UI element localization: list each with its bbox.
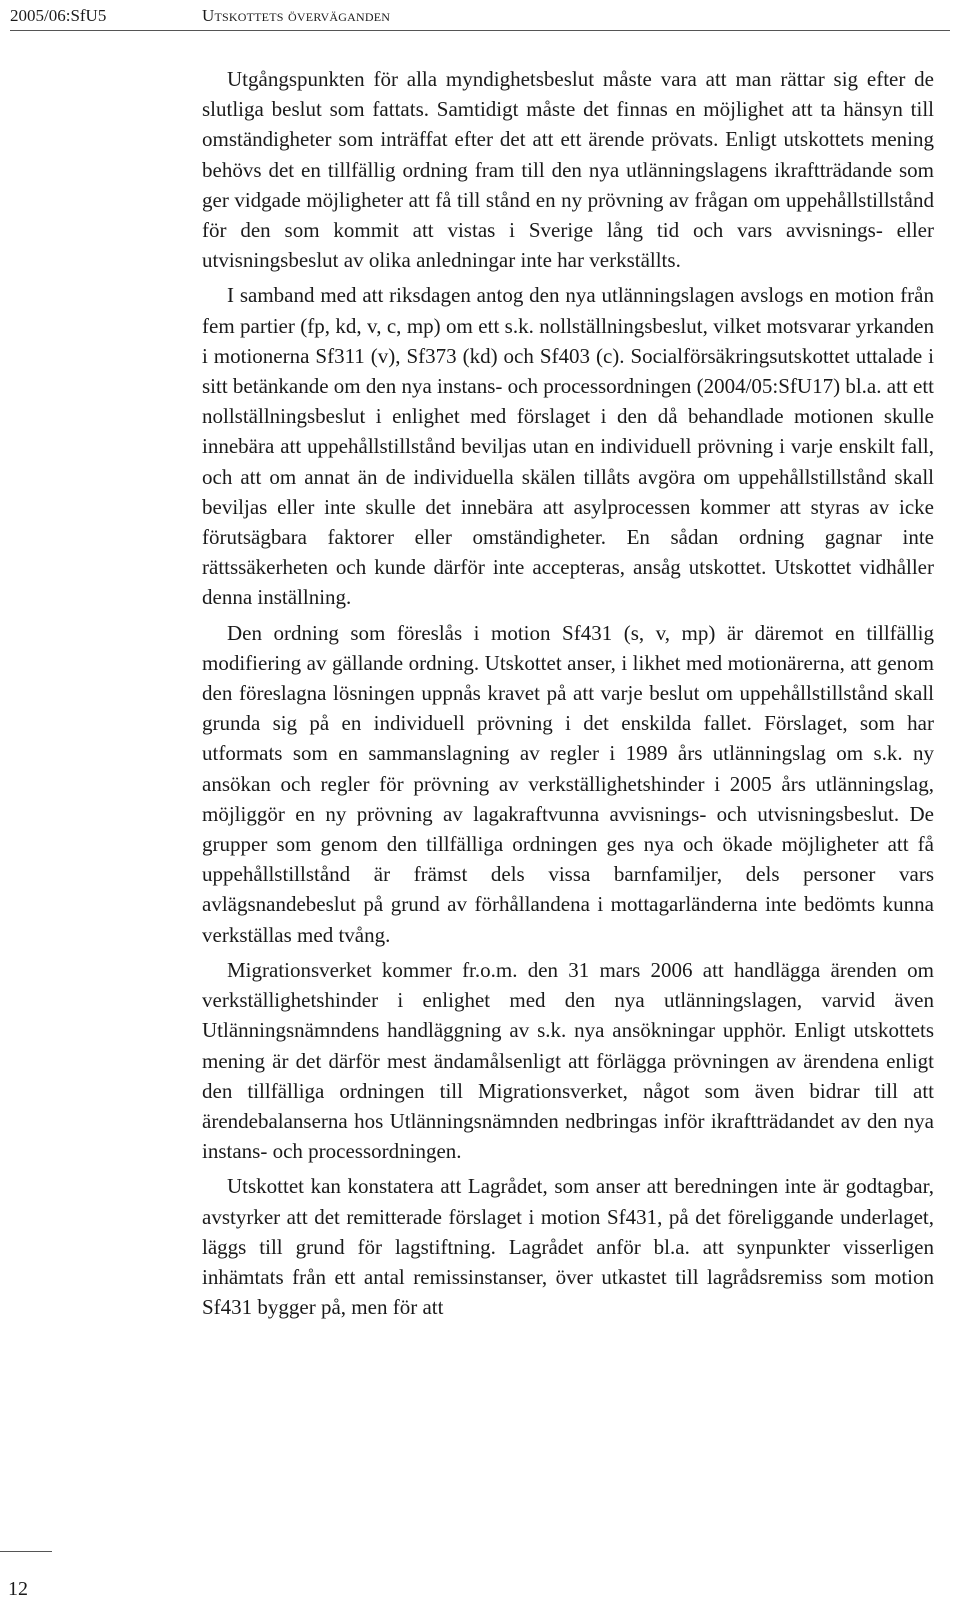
page-footer (0, 1551, 52, 1611)
section-title: Utskottets överväganden (202, 6, 391, 25)
document-id: 2005/06:SfU5 (10, 6, 107, 25)
paragraph: Den ordning som föreslås i motion Sf431 (s, v, mp) är däremot en tillfällig modifiering av gällande ordning. Utskottet anser, i likhet med motionärerna, att genom den föreslagna lösningen uppnås kravet på att varje beslut om uppehållstillstånd skall grunda sig på en individuell prövning i det enskilda fallet. Förslaget, som har utformats som en sammanslagning av regler i 1989 års utlänningslag om s.k. ny ansökan och regler för prövning av verkställighetshinder i 2005 års utlänningslag, möjliggör en ny prövning av lagakraftvunna avvisnings- och utvisningsbeslut. De grupper som genom den tillfälliga ordningen ges nya och ökade möjligheter att få uppehållstillstånd är främst dels vissa barnfamiljer, dels personer vars avlägsnandebeslut på grund av förhållandena i mottagarländerna inte bedömts kunna verkställas med tvång. (202, 620, 934, 947)
footer-divider (0, 1551, 52, 1552)
page-number: 12 (8, 1578, 28, 1600)
paragraph: Utgångspunkten för alla myndighetsbeslut måste vara att man rättar sig efter de slutliga beslut som fattats. Samtidigt måste det finnas en möjlighet att ta hänsyn till omständigheter som inträffat efter det att ett ärende prövats. Enligt utskottets mening behövs det en tillfällig ordning fram till den nya utlänningslagens ikraftträdande som ger vidgade möjligheter att få till stånd en ny prövning av frågan om uppehållstillstånd för den som kommit att vistas i Sverige lång tid och vars avvisnings- eller utvisningsbeslut av olika anledningar inte har verkställts. (202, 67, 934, 273)
running-header (10, 4, 950, 28)
paragraph: Migrationsverket kommer fr.o.m. den 31 mars 2006 att handlägga ärenden om verkställighetshinder i enlighet med den nya utlänningslagen, varvid även Utlänningsnämndens handläggning av s.k. nya ansökningar upphör. Enligt utskottets mening är det därför mest ändamålsenligt att förlägga prövningen av ärendena enligt den tillfälliga ordningen till Migrationsverket, något som även bidrar till att ärendebalanserna hos Utlänningsnämnden nedbringas inför ikraftträdandet av den nya instans- och processordningen. (202, 957, 934, 1164)
body-text (202, 64, 934, 1327)
header-divider (10, 30, 950, 31)
paragraph: I samband med att riksdagen antog den nya utlänningslagen avslogs en motion från fem partier (fp, kd, v, c, mp) om ett s.k. nollställningsbeslut, vilket motsvarar yrkanden i motionerna Sf311 (v), Sf373 (kd) och Sf403 (c). Socialförsäkringsutskottet uttalade i sitt betänkande om den nya instans- och processordningen (2004/05:SfU17) bl.a. att ett nollställningsbeslut i enlighet med förslaget i den då behandlade motionen skulle innebära att uppehållstillstånd beviljas utan en individuell prövning i varje enskilt fall, och att om annat än de individuella skälen tillåts avgöra om uppehållstillstånd skall beviljas eller inte skulle det innebära att asylprocessen kommer att styras av icke förutsägbara faktorer eller omständigheter. En sådan ordning gagnar inte rättssäkerheten och kunde därför inte accepteras, ansåg utskottet. Utskottet vidhåller denna inställning. (202, 283, 934, 610)
paragraph: Utskottet kan konstatera att Lagrådet, som anser att beredningen inte är godtagbar, avstyrker att det remitterade förslaget i motion Sf431, på det föreliggande underlaget, läggs till grund för lagstiftning. Lagrådet anför bl.a. att synpunkter visserligen inhämtats från ett antal remissinstanser, över utkastet till lagrådsremiss som motion Sf431 bygger på, men för att (202, 1174, 934, 1320)
